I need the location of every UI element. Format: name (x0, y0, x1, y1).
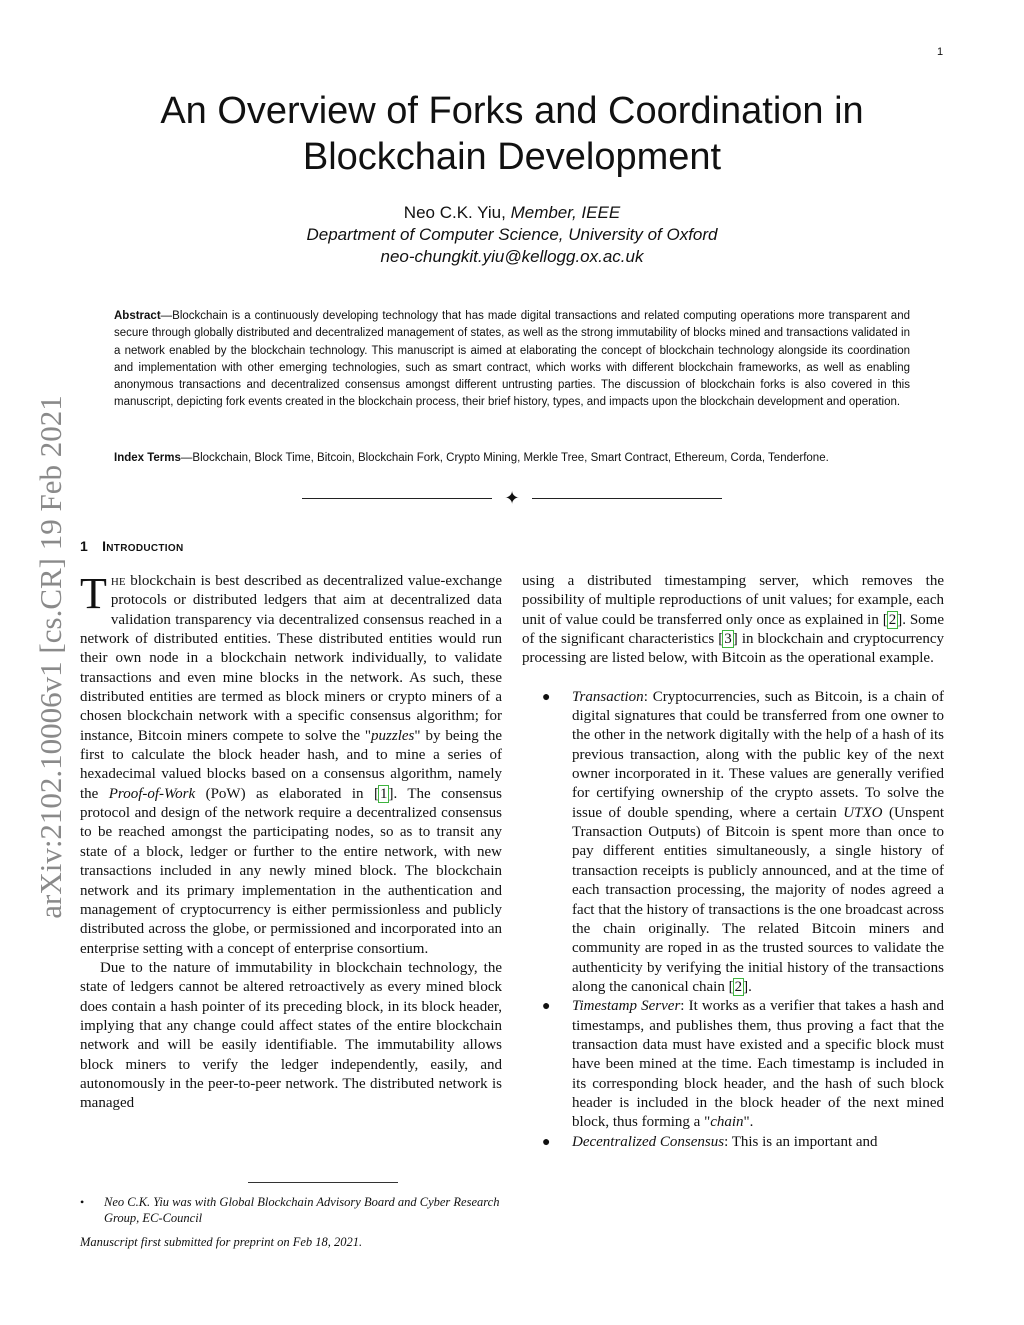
abstract (114, 308, 910, 412)
list-item-text: : It works as a verifier that takes a hash and timestamps, and publishes them, thus proving a fact that the transaction data must have existed and a specific block must have been mined at the time. Each timestamp is included in its corresponding block header, and the hash of such block header is included in the block header of the next mined block, thus forming a " (572, 998, 944, 1131)
list-item-decentralized-consensus (522, 1133, 944, 1152)
list-item-text: : Cryptocurrencies, such as Bitcoin, is a chain of digital signatures that could be transferred from one owner to the other in the network digitally with the help of a hash of its previous transaction, along with the public key of the next owner incorporated in it. These values are generally verified for certifying ownership of the crypto assets. To solve the issue of double spending, where a certain (572, 688, 944, 821)
footnote (80, 1194, 502, 1226)
title-line-2: Blockchain Development (302, 136, 722, 178)
term-chain: chain (710, 1114, 744, 1131)
index-terms-label: Index Terms (114, 452, 181, 464)
section-heading (80, 538, 183, 554)
abstract-label: Abstract (114, 310, 161, 322)
author-name: Neo C.K. Yiu (403, 203, 502, 222)
section-number: 1 (80, 538, 89, 554)
manuscript-note: Manuscript first submitted for preprint on Feb 18, 2021. (80, 1235, 363, 1249)
author-separator: , (501, 203, 511, 222)
citation-link[interactable]: 1 (379, 785, 388, 802)
list-item-text: (Unspent Transaction Outputs) of Bitcoin is spent more than once to pay different entities simultaneously, a single history of transaction receipts is publicly announced, and at the time of each transaction processing, the majority of nodes agreed a fact that the history of transactions is the one broadcast across the chain originally. The related Bitcoin miners and community are roped in as the trusted sources to validate the authenticity by verifying the initial history of the transactions along the canonical chain (572, 804, 944, 995)
list-item-text: ". (743, 1114, 754, 1131)
list-item-text: . (748, 978, 752, 995)
author-role: Member, IEEE (510, 203, 621, 222)
divider-diamond-icon: ✦ (504, 488, 520, 508)
section-divider (302, 490, 722, 510)
title-line-1: An Overview of Forks and Coordination in (160, 90, 864, 132)
author-affiliation: Department of Computer Science, University of Oxford (306, 225, 718, 244)
paper-title (80, 88, 944, 180)
intro-paragraph-1: The blockchain is best described as decentralized value-exchange protocols or distributed ledgers that aim at decentralized data validation transparency via decentralized consensus reached in a network of distributed entities. These distributed entities would run their own node in a blockchain network individually, to validate transactions and even mine blocks in the network. As such, these distributed entities are termed as block miners or crypto miners of a chosen blockchain network with a specific consensus algorithm; for instance, Bitcoin miners compete to solve the "puzzles" by being the first to calculate the block header hash, and to mine a series of hexadecimal valued blocks based on a consensus algorithm, namely the Proof-of-Work (PoW) as elaborated in [1]. The consensus protocol and design of the network require a decentralized consensus to be reached amongst the participating nodes, so as to transit any state of a block, ledger or further to the entire network, with new transactions included in any newly mined block. The blockchain network and its primary implementation in the authentication and management of cryptocurrency is either permissionless and publicly distributed across the globe, or permissioned and incorporated into an enterprise setting with a concept of enterprise consortium. (80, 569, 502, 957)
term-proof-of-work: Proof-of-Work (108, 785, 196, 802)
author-line (80, 202, 944, 224)
term-transaction: Transaction (572, 688, 644, 705)
index-terms-dash: — (180, 452, 193, 464)
intro-paragraph-2: Due to the nature of immutability in blockchain technology, the state of ledgers cannot be altered retroactively as every mined block does contain a hash pointer of its preceding block, in its block header, implying that any change could affect states of the entire blockchain network and will be easily identifiable. The immutability allows block miners to verify the ledger independently, easily, and autonomously in the peer-to-peer network. The distributed network is managed (80, 959, 502, 1112)
footnote-bullet-icon: • (80, 1195, 85, 1209)
term-decentralized-consensus: Decentralized Consensus (572, 1133, 725, 1150)
abstract-text: Blockchain is a continuously developing technology that has made digital transactions and related computing operations more transparent and secure through globally distributed and decentralized management of states, as well as the strong immutability of blocks mined and transactions validated in a network enabled by the blockchain technology. This manuscript is aimed at elaborating the concept of blockchain technology alongside its coordination and implementation with other emerging technologies, such as smart contract, which works with different blockchain frameworks, as well as enabling anonymous transactions and decentralized consensus amongst different untrusting parties. The discussion of blockchain forks is also covered in this manuscript, depicting fork events created in the blockchain process, their brief history, types, and impacts upon the blockchain development and operation. (114, 310, 910, 409)
author-block (80, 202, 944, 268)
abstract-dash: — (160, 310, 173, 322)
index-terms-text: Blockchain, Block Time, Bitcoin, Blockchain Fork, Crypto Mining, Merkle Tree, Smart Contract, Ethereum, Corda, Tenderfone. (192, 452, 829, 464)
citation-link[interactable]: 2 (888, 611, 897, 628)
list-item-text: : This is an important and (724, 1133, 878, 1150)
footnote-rule (248, 1182, 398, 1183)
citation-link[interactable]: 3 (724, 631, 732, 648)
intro-text: (PoW) as elaborated in (195, 785, 374, 802)
index-terms (114, 450, 910, 467)
term-timestamp-server: Timestamp Server (572, 998, 681, 1015)
intro-text: blockchain is best described as decentralized value-exchange protocols or distributed ledgers that aim at decentralized data validation transparency via decentralized consensus reached in a network of distributed entities. These distributed entities would run their own node in a blockchain network individually, to validate transactions and even mine blocks in the network. As such, these distributed entities are termed as block miners or crypto miners of a chosen blockchain network with a specific consensus algorithm; for instance, Bitcoin miners compete to solve the " (80, 573, 502, 744)
characteristics-list (522, 688, 944, 1152)
page-number: 1 (936, 46, 944, 58)
term-puzzles: puzzles (371, 727, 415, 744)
arxiv-identifier: arXiv:2102.10006v1 [cs.CR] 19 Feb 2021 (33, 395, 68, 919)
divider-line-right (532, 498, 722, 499)
divider-line-left (302, 498, 492, 499)
intro-text: . Some of the significant characteristics (522, 611, 944, 648)
author-email: neo-chungkit.yiu@kellogg.ox.ac.uk (380, 247, 644, 266)
bullet-icon: ● (542, 689, 551, 705)
left-column (80, 569, 502, 1114)
intro-text: . The consensus protocol and design of the network require a decentralized consensus to be reached amongst the participating nodes, so as to transit any state of a block, ledger or further to the entire network, with new transactions included in any newly mined block. The blockchain network and its primary implementation in the authentication and management of cryptocurrency is either permissionless and publicly distributed across the globe, or permissioned and incorporated into an enterprise setting with a concept of enterprise consortium. (80, 785, 502, 957)
list-item-timestamp-server (522, 997, 944, 1132)
section-title: Introduction (102, 538, 184, 554)
drop-cap: T (80, 569, 107, 618)
intro-text: in blockchain and cryptocurrency processing are listed below, with Bitcoin as the operational example. (522, 631, 944, 667)
right-column (522, 572, 944, 1152)
intro-paragraph-3: using a distributed timestamping server, which removes the possibility of multiple reproductions of unit values; for example, each unit of value could be transferred only once as explained in [2]. Some of the significant characteristics [3] in blockchain and cryptocurrency processing are listed below, with Bitcoin as the operational example. (522, 573, 944, 667)
citation-link[interactable]: 2 (734, 978, 743, 995)
bullet-icon: ● (542, 999, 551, 1015)
intro-text: using a distributed timestamping server, which removes the possibility of multiple reproductions of unit values; for example, each unit of value could be transferred only once as explained in (522, 573, 944, 628)
bullet-icon: ● (542, 1134, 551, 1150)
term-utxo: UTXO (843, 804, 883, 821)
lead-in: he (110, 573, 126, 589)
intro-text: " by being the first to calculate the block header hash, and to mine a series of hexadecimal valued blocks based on a consensus algorithm, namely the (80, 727, 502, 802)
footnote-text: Neo C.K. Yiu was with Global Blockchain Advisory Board and Cyber Research Group, EC-Council (104, 1195, 500, 1225)
list-item-transaction: ● Transaction: Cryptocurrencies, such as Bitcoin, is a chain of digital signatures that could be transferred from one owner to the other in the network digitally with the help of a hash of its previous transaction, along with the public key of the next owner incorporated in it. These values are generally verified for certifying ownership of the crypto assets. To solve the issue of double spending, where a certain UTXO (Unspent Transaction Outputs) of Bitcoin is spent more than once to pay different entities simultaneously, a single history of transaction receipts is publicly announced, and at the time of each transaction processing, the majority of nodes agreed a fact that the history of transactions is the one broadcast across the chain originally. The related Bitcoin miners and community are roped in as the trusted sources to validate the authenticity by verifying the initial history of the transactions along the canonical chain [2]. (542, 688, 944, 995)
